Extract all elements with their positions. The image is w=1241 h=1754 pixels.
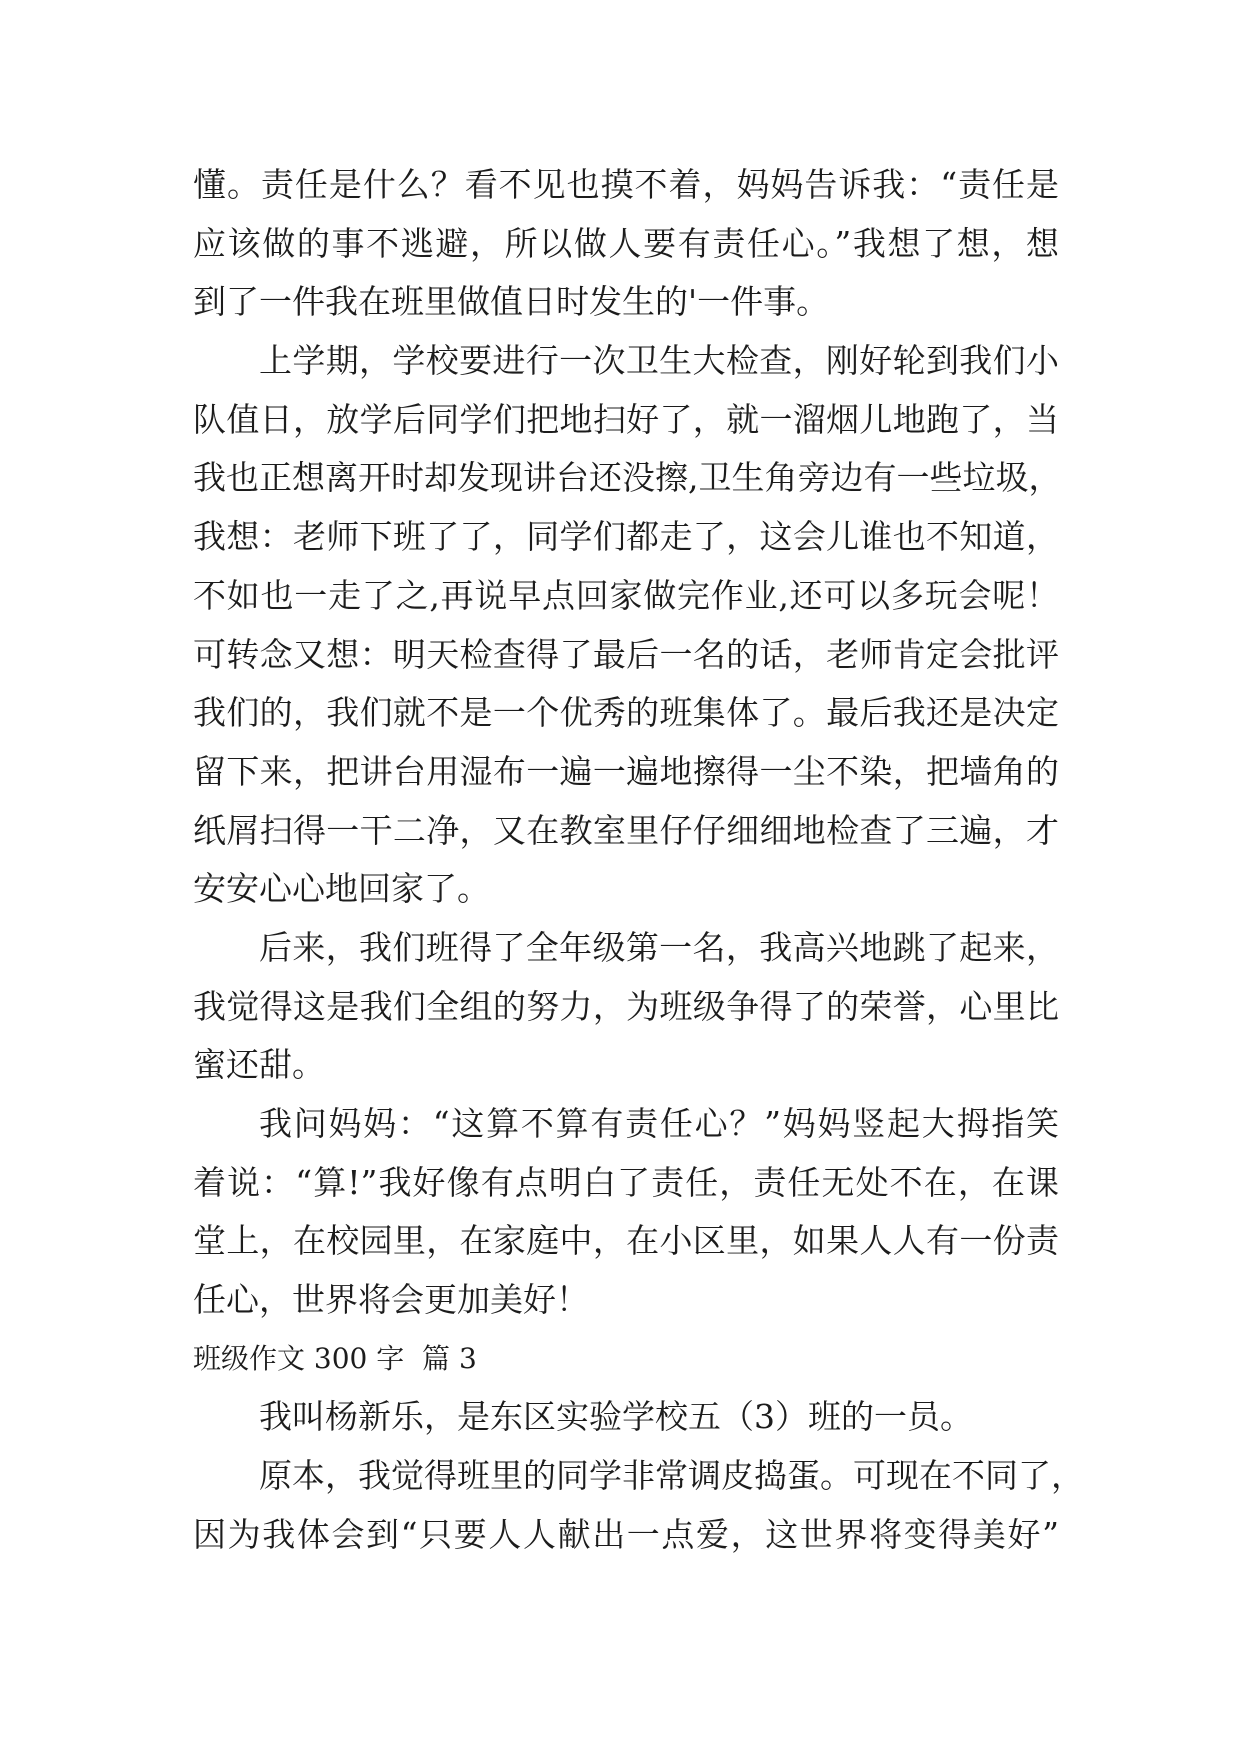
text-line: 可转念又想：明天检查得了最后一名的话，老师肯定会批评 (193, 634, 1059, 674)
text-line: 我们的，我们就不是一个优秀的班集体了。最后我还是决定 (193, 693, 1059, 733)
text-line: 我觉得这是我们全组的努力，为班级争得了的荣誉，心里比 (193, 986, 1059, 1026)
text-line: 到了一件我在班里做值日时发生的'一件事。 (193, 282, 830, 322)
section-heading: 班级作文 300 字 篇 3 (193, 1341, 477, 1375)
text-line: 蜜还甜。 (193, 1045, 325, 1085)
text-line: 队值日，放学后同学们把地扫好了，就一溜烟儿地跑了，当 (193, 399, 1059, 439)
paragraph-first-line: 我问妈妈：“这算不算有责任心？”妈妈竖起大拇指笑 (259, 1104, 1059, 1143)
text-line: 不如也一走了之,再说早点回家做完作业,还可以多玩会呢！ (193, 575, 1059, 615)
paragraph-first-line: 后来，我们班得了全年级第一名，我高兴地跳了起来， (259, 927, 1059, 967)
text-line: 我想：老师下班了了，同学们都走了，这会儿谁也不知道， (193, 517, 1059, 557)
paragraph-first-line: 我叫杨新乐，是东区实验学校五（3）班的一员。 (259, 1397, 973, 1437)
paragraph-first-line: 上学期，学校要进行一次卫生大检查，刚好轮到我们小 (259, 341, 1059, 381)
text-line: 因为我体会到“只要人人献出一点爱，这世界将变得美好” (193, 1514, 1059, 1554)
text-line: 安安心心地回家了。 (193, 869, 490, 909)
text-line: 着说：“算!”我好像有点明白了责任，责任无处不在，在课 (193, 1162, 1059, 1202)
text-line: 任心，世界将会更加美好！ (193, 1280, 589, 1320)
text-line: 留下来，把讲台用湿布一遍一遍地擦得一尘不染，把墙角的 (193, 751, 1059, 791)
text-line: 应该做的事不逃避，所以做人要有责任心。”我想了想，想 (193, 223, 1059, 263)
text-line: 我也正想离开时却发现讲台还没擦,卫生角旁边有一些垃圾， (193, 458, 1062, 498)
text-line: 懂。责任是什么？看不见也摸不着，妈妈告诉我：“责任是 (193, 165, 1059, 204)
paragraph-first-line: 原本，我觉得班里的同学非常调皮捣蛋。可现在不同了， (259, 1456, 1084, 1496)
document-body (193, 156, 1084, 1565)
text-line: 堂上，在校园里，在家庭中，在小区里，如果人人有一份责 (193, 1221, 1059, 1261)
text-line: 纸屑扫得一干二净，又在教室里仔仔细细地检查了三遍，才 (193, 810, 1059, 850)
